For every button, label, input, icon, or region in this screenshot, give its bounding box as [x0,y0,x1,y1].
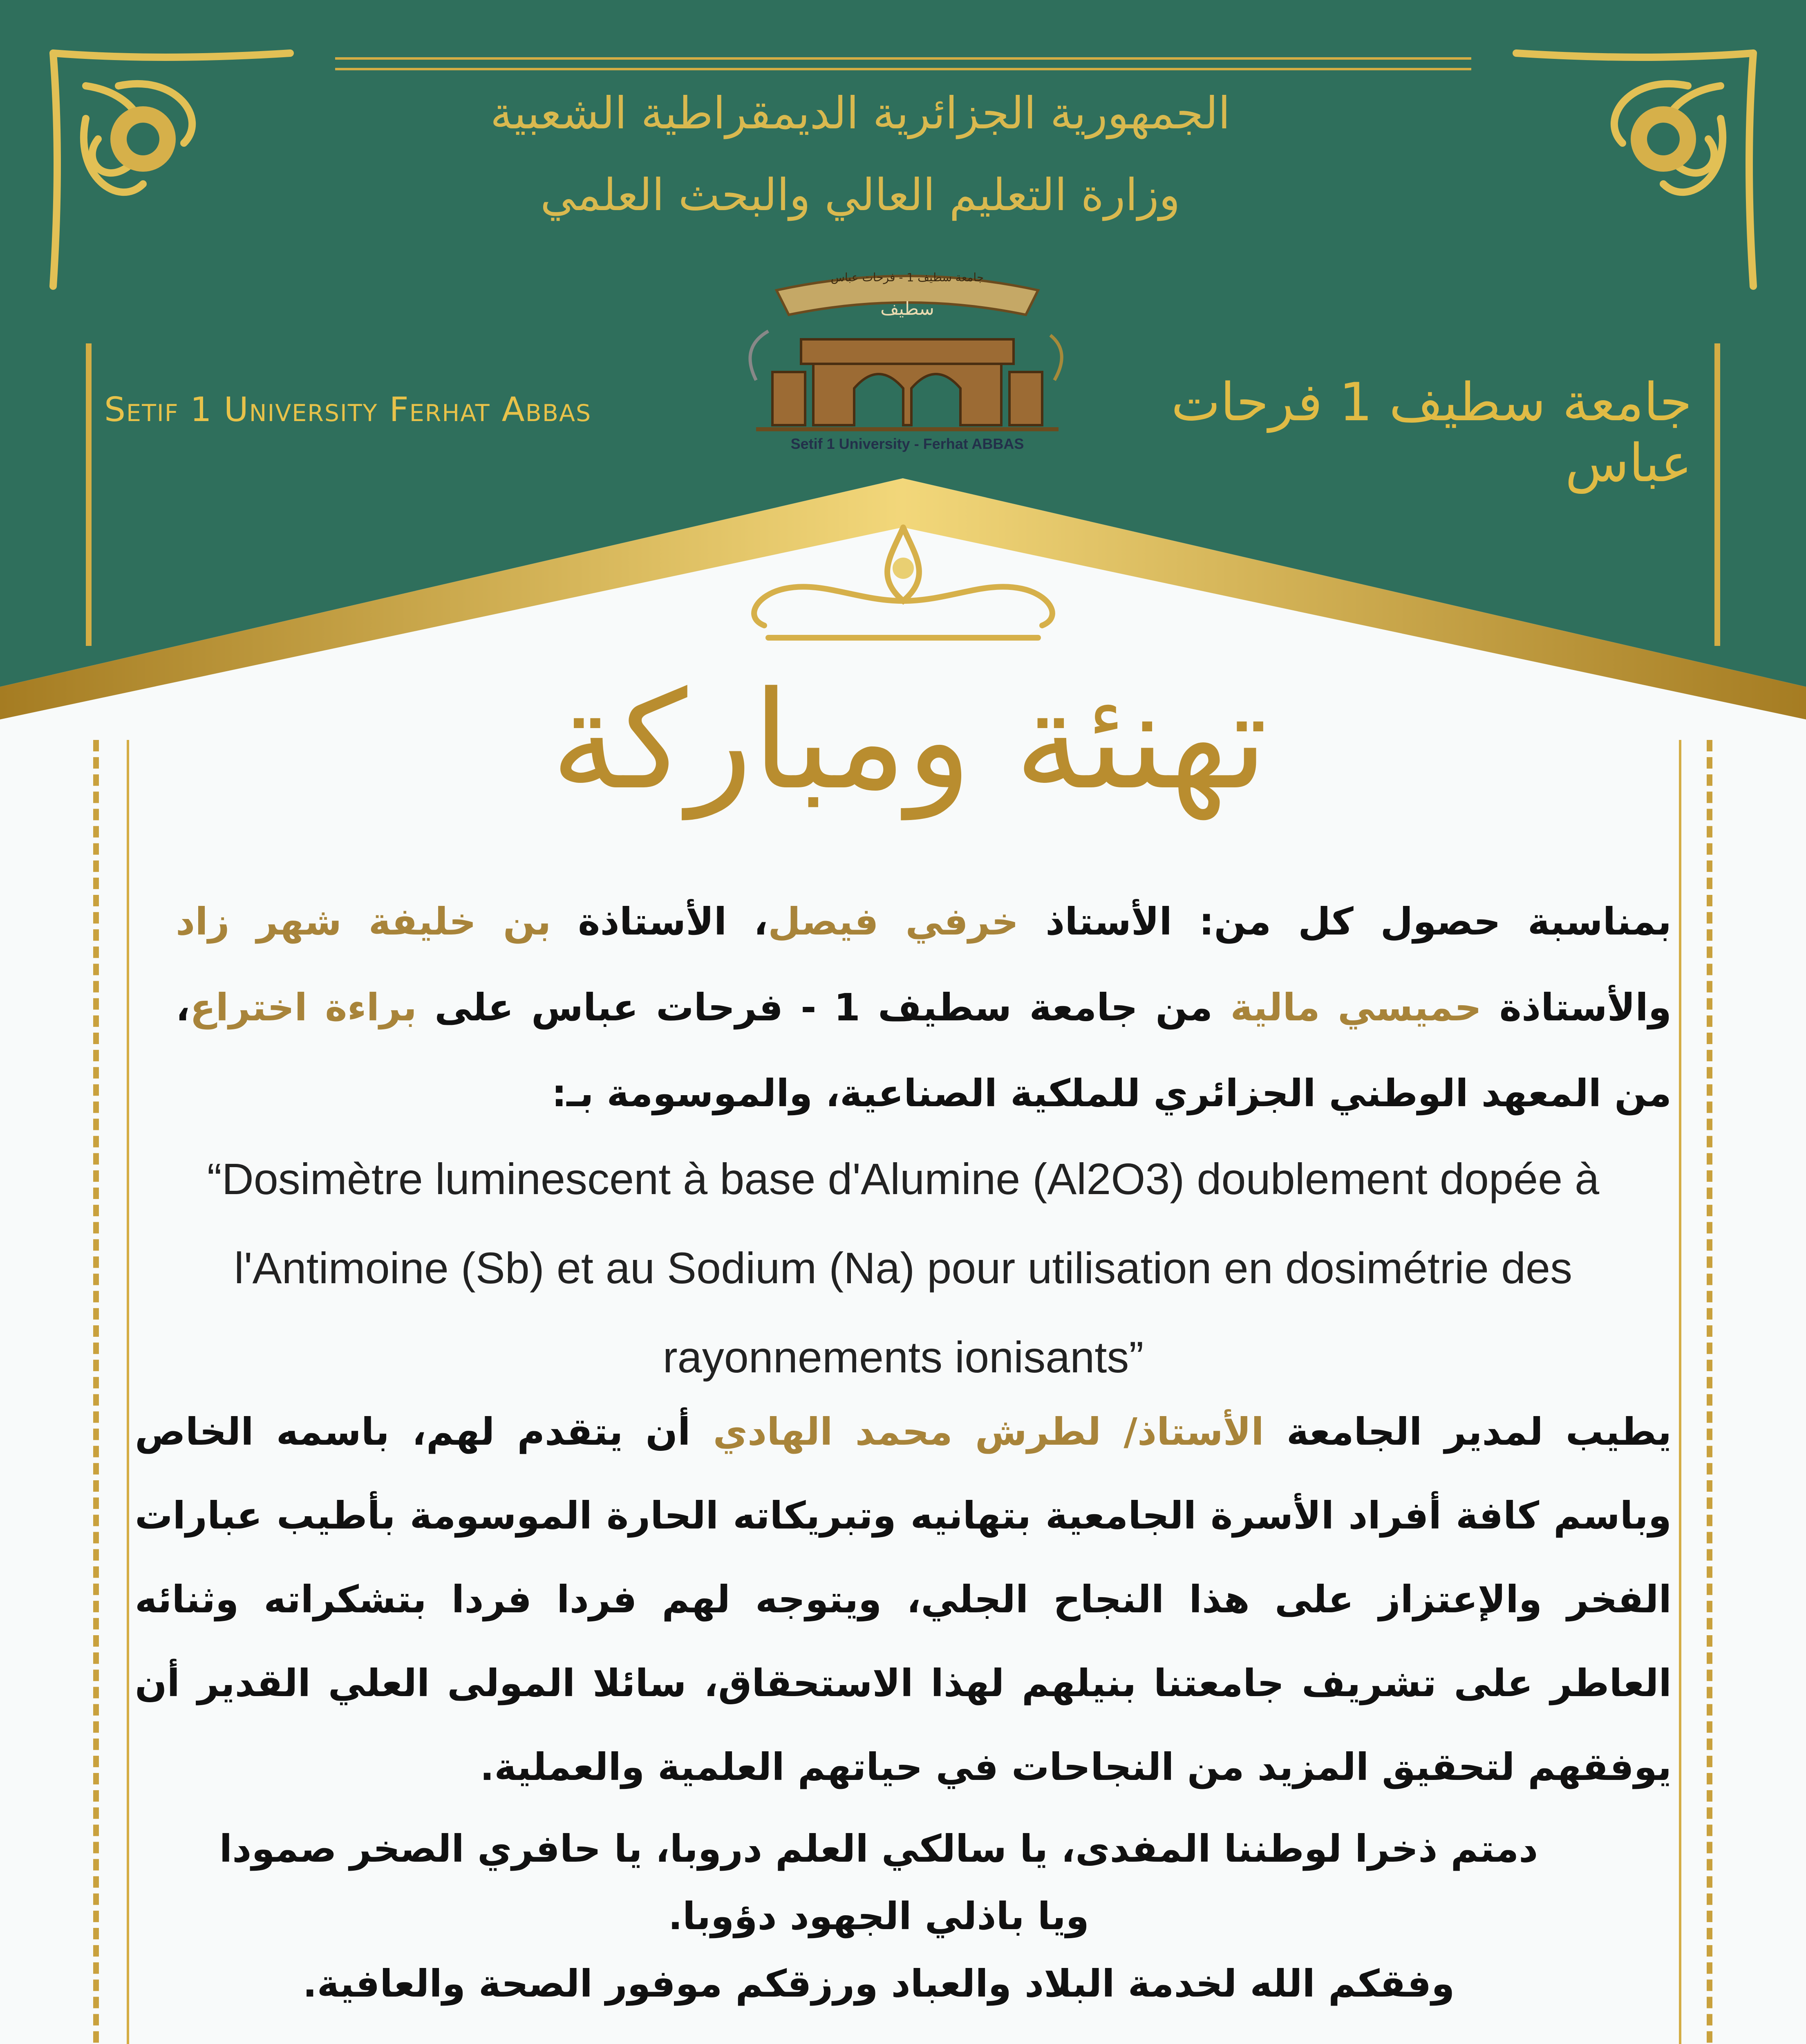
university-logo [732,249,1083,462]
government-name: الجمهورية الجزائرية الديمقراطية الشعبية [490,88,1231,139]
p2-text-1: يطيب لمدير الجامعة [1264,1410,1672,1454]
p1-text-4: من جامعة سطيف 1 - فرحات عباس على [416,986,1231,1029]
header-left-rule [86,343,92,646]
recipient-name-2: بن خليفة شهر زاد [176,900,551,944]
corner-ornament-top-left-icon [37,37,302,298]
logo-caption: Setif 1 University - Ferhat ABBAS [790,435,1024,452]
header-right-rule [1714,343,1720,646]
closing-wishes [204,1815,1553,2017]
logo-calligraphy: سطيف [880,298,934,319]
p1-text-3: والأستاذة [1482,986,1672,1029]
page-title: تهنئة ومباركة [551,662,1268,819]
recipient-name-3: حميسي مالية [1230,986,1482,1029]
p2-text-2: أن يتقدم لهم، باسمه الخاص وباسم كافة أفراد الأسرة الجامعية بتهانيه وتبريكاته الحارة الموسومة بأطيب عبارات الفخر والإعتزاز على هذا النجاح الجلي، ويتوجه لهم فردا فردا بتشكراته وثنائه العاطر على تشريف جامعتنا بنيلهم لهذا الاستحقاق، سائلا المولى العلي القدير أن يوفقهم لتحقيق المزيد من النجاحات في حياتهم العلمية والعملية. [135,1410,1672,1789]
left-border-inner [127,740,129,2044]
p1-text-5: ، من المعهد الوطني الجزائري للملكية الصناعية، والموسومة بـ: [176,986,1672,1115]
p1-text-2: ، الأستاذة [551,900,768,944]
closing-line-1: دمتم ذخرا لوطننا المفدى، يا سالكي العلم دروبا، يا حافري الصخر صمودا [219,1827,1538,1871]
header-top-rule [335,57,1471,70]
rector-name: الأستاذ/ لطرش محمد الهادي [713,1410,1264,1454]
closing-line-3: وفقكم الله لخدمة البلاد والعباد ورزقكم موفور الصحة والعافية. [302,1962,1455,2006]
patent-title: “Dosimètre luminescent à base d'Alumine (Al2O3) doublement dopée à l'Antimoine (Sb) et au Sodium (Na) pour utilisation en dosimétrie des rayonnements ionisants” [207,1154,1600,1382]
right-border-inner [1679,740,1681,2044]
award-name: براءة اختراع [190,986,417,1029]
center-ornament-icon [719,519,1087,650]
university-name-ar: جامعة سطيف 1 فرحات عباس [1171,372,1692,494]
closing-line-2: ويا باذلي الجهود دؤوبا. [668,1894,1089,1938]
congratulation-paragraph [135,1390,1672,1809]
university-name-en: Setif 1 University Ferhat Abbas [104,390,592,429]
logo-banner-text: جامعة سطيف 1 - فرحات عباس [830,271,984,284]
right-border-outer [1707,740,1712,2044]
recipient-name-1: خرفي فيصل [768,900,1019,944]
announcement-paragraph [176,879,1672,1136]
corner-ornament-top-right-icon [1504,37,1770,298]
p1-text-1: بمناسبة حصول كل من: الأستاذ [1018,900,1672,944]
ministry-name: وزارة التعليم العالي والبحث العلمي [540,170,1180,221]
left-border-outer [93,740,99,2044]
